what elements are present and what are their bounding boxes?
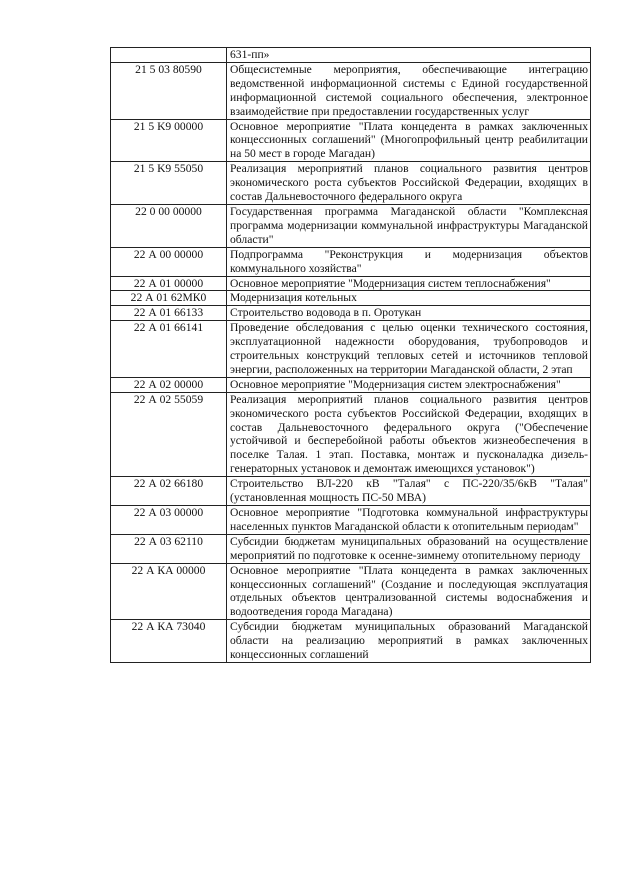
code-cell: 22 А 02 00000	[111, 377, 227, 392]
table-row	[111, 506, 591, 535]
table-row	[111, 321, 591, 378]
description-cell: Проведение обследования с целью оценки технического состояния, эксплуатационной надежности оборудования, трубопроводов и строительных конструкций тепловых сетей и источников тепловой энергии, расположенных на территории Магаданской области, 2 этап	[227, 321, 591, 378]
table-row	[111, 563, 591, 620]
budget-classification-table	[110, 47, 591, 663]
description-cell: Субсидии бюджетам муниципальных образований Магаданской области на реализацию мероприятий в рамках заключенных концессионных соглашений	[227, 620, 591, 663]
table-row	[111, 48, 591, 63]
code-cell: 21 5 K9 00000	[111, 119, 227, 162]
code-cell: 22 А 01 00000	[111, 276, 227, 291]
table-row	[111, 291, 591, 306]
description-cell: Реализация мероприятий планов социального развития центров экономического роста субъектов Российской Федерации, входящих в состав Дальневосточного федерального округа ("Обеспечение устойчивой и бесперебойной работы объектов жизнеобеспечения в поселке Талая. 1 этап. Поставка, монтаж и пусконаладка дизель-генераторных установок и демонтаж имеющихся установок")	[227, 392, 591, 476]
description-cell: Основное мероприятие "Плата концедента в рамках заключенных концессионных соглашений" (Многопрофильный центр реабилитации на 50 мест в городе Магадан)	[227, 119, 591, 162]
description-cell: Субсидии бюджетам муниципальных образований на осуществление мероприятий по подготовке к осенне-зимнему отопительному периоду	[227, 534, 591, 563]
code-cell: 22 А 01 66133	[111, 306, 227, 321]
table-row	[111, 620, 591, 663]
description-cell: Общесистемные мероприятия, обеспечивающие интеграцию ведомственной информационной системы с Единой государственной информационной системой социального обеспечения, электронное взаимодействие при предоставлении государственных услуг	[227, 62, 591, 119]
description-cell: Модернизация котельных	[227, 291, 591, 306]
description-cell: Строительство водовода в п. Оротукан	[227, 306, 591, 321]
table-row	[111, 276, 591, 291]
code-cell: 22 0 00 00000	[111, 204, 227, 247]
table-row	[111, 62, 591, 119]
description-cell: Основное мероприятие "Подготовка коммунальной инфраструктуры населенных пунктов Магаданской области к отопительным периодам"	[227, 506, 591, 535]
code-cell: 22 А 03 62110	[111, 534, 227, 563]
description-cell: Строительство ВЛ-220 кВ "Талая" с ПС-220/35/6кВ "Талая" (установленная мощность ПС-50 МВА)	[227, 477, 591, 506]
table-row	[111, 204, 591, 247]
code-cell: 22 А КА 73040	[111, 620, 227, 663]
description-cell: Основное мероприятие "Плата концедента в рамках заключенных концессионных соглашений" (Создание и последующая эксплуатация отдельных объектов централизованной системы водоснабжения и водоотведения города Магадана)	[227, 563, 591, 620]
table-row	[111, 306, 591, 321]
table-row	[111, 477, 591, 506]
table-row	[111, 392, 591, 476]
table-row	[111, 534, 591, 563]
description-cell: Основное мероприятие "Модернизация систем электроснабжения"	[227, 377, 591, 392]
description-cell: Основное мероприятие "Модернизация систем теплоснабжения"	[227, 276, 591, 291]
description-cell: Государственная программа Магаданской области "Комплексная программа модернизации коммунальной инфраструктуры Магаданской области"	[227, 204, 591, 247]
code-cell	[111, 48, 227, 63]
table-row	[111, 247, 591, 276]
description-cell: 631-пп»	[227, 48, 591, 63]
code-cell: 22 А 02 66180	[111, 477, 227, 506]
table-row	[111, 162, 591, 205]
table-row	[111, 377, 591, 392]
code-cell: 21 5 K9 55050	[111, 162, 227, 205]
description-cell: Подпрограмма "Реконструкция и модернизация объектов коммунального хозяйства"	[227, 247, 591, 276]
code-cell: 22 А 01 62МК0	[111, 291, 227, 306]
code-cell: 22 А 00 00000	[111, 247, 227, 276]
description-cell: Реализация мероприятий планов социального развития центров экономического роста субъектов Российской Федерации, входящих в состав Дальневосточного федерального округа	[227, 162, 591, 205]
code-cell: 22 А 03 00000	[111, 506, 227, 535]
code-cell: 22 А КА 00000	[111, 563, 227, 620]
table-row	[111, 119, 591, 162]
code-cell: 22 А 02 55059	[111, 392, 227, 476]
code-cell: 21 5 03 80590	[111, 62, 227, 119]
code-cell: 22 А 01 66141	[111, 321, 227, 378]
